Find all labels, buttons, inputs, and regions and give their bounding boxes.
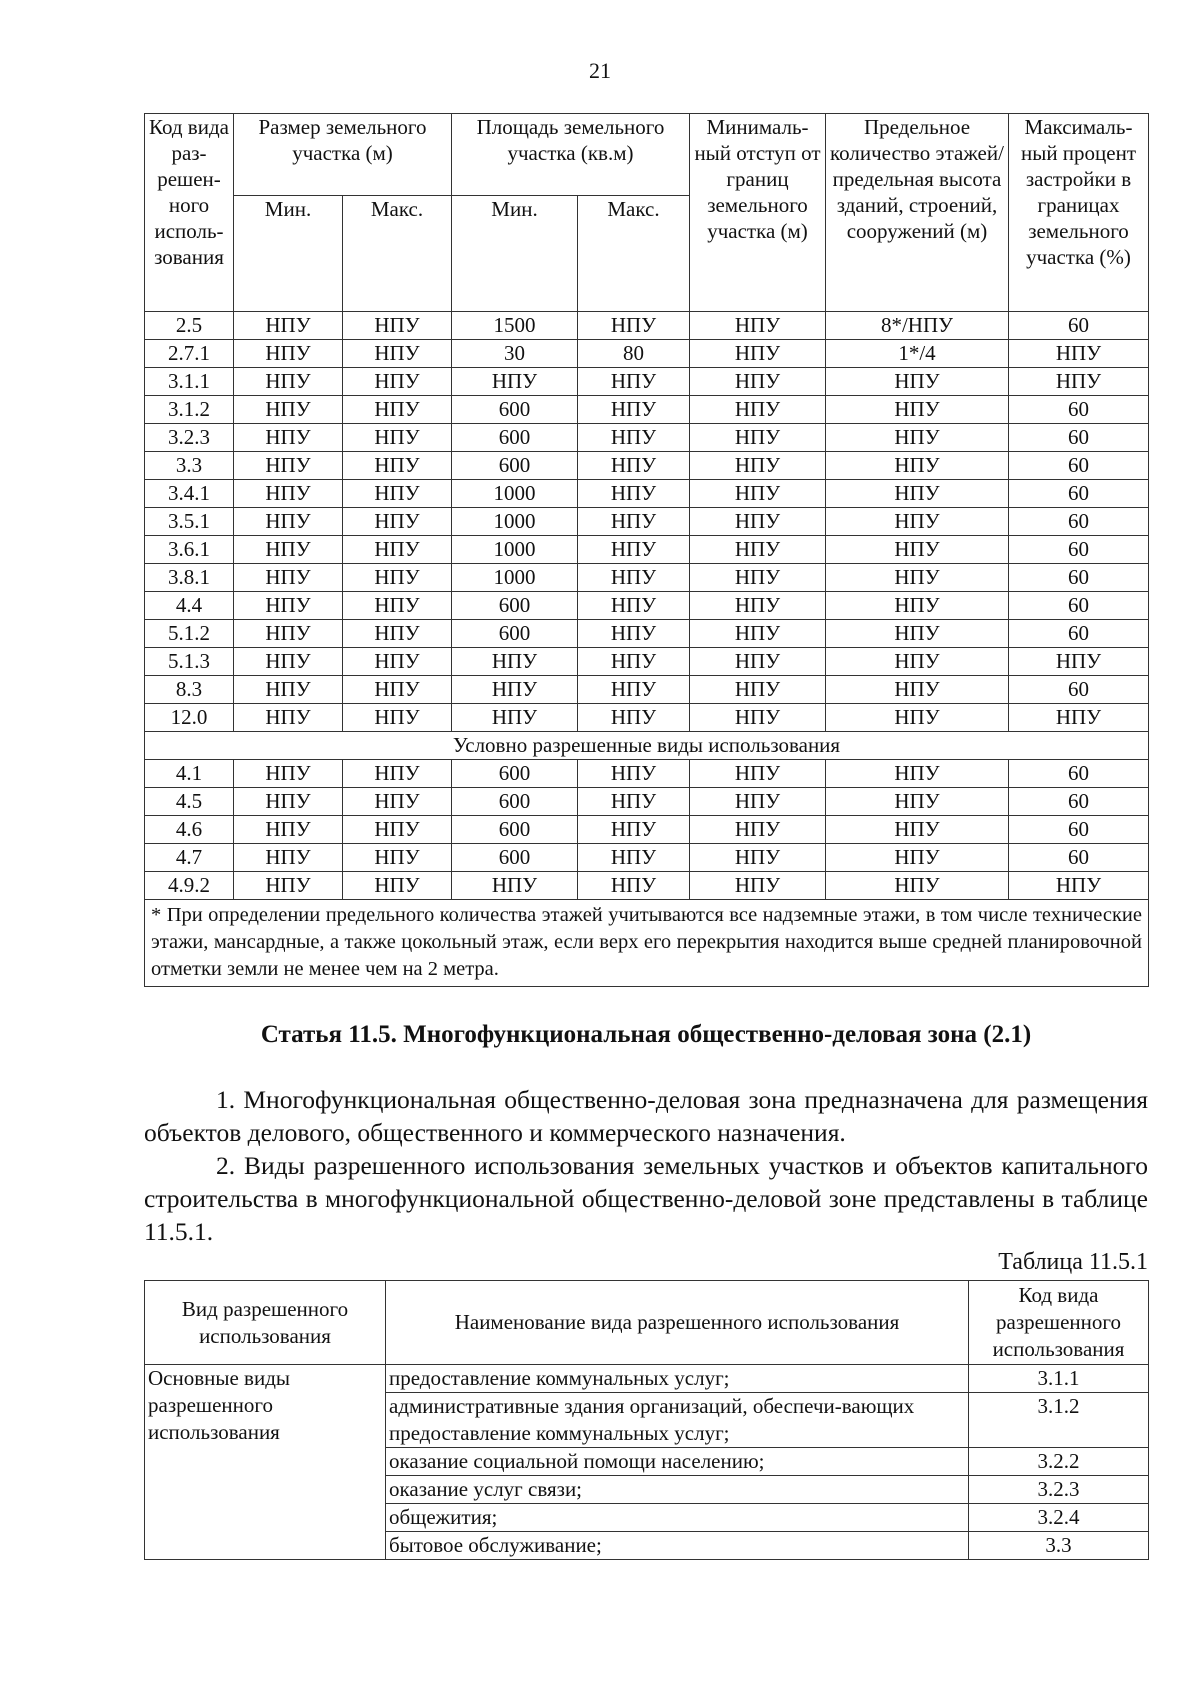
row-value-cell: НПУ: [343, 424, 452, 452]
row-code-cell: 5.1.3: [145, 648, 234, 676]
use-name: оказание социальной помощи населению;: [386, 1448, 969, 1476]
table-row: [145, 676, 1149, 704]
row-code-cell: 3.1.1: [145, 368, 234, 396]
table-row: [145, 368, 1149, 396]
use-name: оказание услуг связи;: [386, 1476, 969, 1504]
use-code: 3.1.2: [969, 1393, 1149, 1448]
row-value-cell: 600: [452, 620, 578, 648]
row-value-cell: НПУ: [690, 816, 826, 844]
row-value-cell: НПУ: [343, 452, 452, 480]
row-value-cell: НПУ: [343, 676, 452, 704]
row-value-cell: 60: [1009, 452, 1149, 480]
header-use-name: Наименование вида разрешенного использования: [386, 1281, 969, 1365]
row-value-cell: НПУ: [343, 340, 452, 368]
table-row: [145, 536, 1149, 564]
row-value-cell: НПУ: [343, 312, 452, 340]
row-value-cell: НПУ: [234, 564, 343, 592]
header-area-max: Макс.: [578, 196, 690, 312]
row-value-cell: НПУ: [826, 816, 1009, 844]
row-value-cell: 60: [1009, 396, 1149, 424]
row-value-cell: НПУ: [826, 368, 1009, 396]
table-row: [145, 480, 1149, 508]
row-value-cell: НПУ: [343, 760, 452, 788]
row-value-cell: НПУ: [578, 564, 690, 592]
row-value-cell: НПУ: [343, 508, 452, 536]
header-code: Код вида раз-решен-ного исполь-зования: [145, 114, 234, 312]
row-value-cell: НПУ: [234, 788, 343, 816]
row-value-cell: 8*/НПУ: [826, 312, 1009, 340]
row-value-cell: 600: [452, 844, 578, 872]
row-value-cell: НПУ: [452, 704, 578, 732]
row-value-cell: НПУ: [826, 676, 1009, 704]
row-code-cell: 3.8.1: [145, 564, 234, 592]
row-value-cell: 60: [1009, 844, 1149, 872]
table-row: [145, 396, 1149, 424]
article-title: Статья 11.5. Многофункциональная общественно-деловая зона (2.1): [260, 1021, 1032, 1048]
use-code: 3.2.4: [969, 1504, 1149, 1532]
table-row: [145, 592, 1149, 620]
row-value-cell: НПУ: [234, 592, 343, 620]
header-size: Размер земельного участка (м): [234, 114, 452, 196]
row-value-cell: 60: [1009, 508, 1149, 536]
row-value-cell: НПУ: [826, 396, 1009, 424]
row-value-cell: НПУ: [234, 676, 343, 704]
row-value-cell: НПУ: [234, 620, 343, 648]
table-footnote: * При определении предельного количества этажей учитываются все надземные этажи, в том числе технические этажи, мансардные, а также цокольный этаж, если верх его перекрытия находится выше средней планировочной отметки земли не менее чем на 2 метра.: [145, 900, 1149, 987]
main-rows: [145, 312, 1149, 732]
row-value-cell: НПУ: [578, 536, 690, 564]
row-value-cell: НПУ: [343, 620, 452, 648]
table-row: [145, 872, 1149, 900]
row-value-cell: НПУ: [452, 872, 578, 900]
row-value-cell: НПУ: [234, 704, 343, 732]
table-row: [145, 340, 1149, 368]
row-value-cell: НПУ: [826, 844, 1009, 872]
use-code: 3.2.2: [969, 1448, 1149, 1476]
row-value-cell: НПУ: [234, 424, 343, 452]
row-value-cell: 60: [1009, 424, 1149, 452]
row-value-cell: 60: [1009, 312, 1149, 340]
row-value-cell: 600: [452, 592, 578, 620]
row-value-cell: НПУ: [343, 396, 452, 424]
paragraph-1: 1. Многофункциональная общественно-деловая зона предназначена для размещения объектов делового, общественного и коммерческого назначения.: [144, 1085, 1148, 1147]
row-code-cell: 5.1.2: [145, 620, 234, 648]
row-value-cell: НПУ: [690, 760, 826, 788]
row-value-cell: 600: [452, 816, 578, 844]
row-value-cell: НПУ: [578, 704, 690, 732]
conditional-label: Условно разрешенные виды использования: [145, 732, 1149, 760]
row-value-cell: НПУ: [578, 508, 690, 536]
row-value-cell: НПУ: [578, 648, 690, 676]
row-value-cell: НПУ: [578, 396, 690, 424]
header-use-code: Код вида разрешенного использования: [969, 1281, 1149, 1365]
row-value-cell: НПУ: [343, 592, 452, 620]
row-value-cell: НПУ: [578, 368, 690, 396]
row-value-cell: 1*/4: [826, 340, 1009, 368]
row-value-cell: 60: [1009, 788, 1149, 816]
table-row: [145, 816, 1149, 844]
row-value-cell: НПУ: [578, 788, 690, 816]
row-value-cell: НПУ: [690, 788, 826, 816]
row-value-cell: НПУ: [690, 704, 826, 732]
row-value-cell: НПУ: [234, 508, 343, 536]
row-value-cell: НПУ: [343, 368, 452, 396]
row-value-cell: НПУ: [343, 872, 452, 900]
row-value-cell: НПУ: [1009, 704, 1149, 732]
table-row: [145, 648, 1149, 676]
header-coverage: Максималь-ный процент застройки в границах земельного участка (%): [1009, 114, 1149, 312]
row-value-cell: НПУ: [826, 592, 1009, 620]
row-value-cell: 60: [1009, 816, 1149, 844]
row-value-cell: НПУ: [1009, 340, 1149, 368]
row-value-cell: 60: [1009, 536, 1149, 564]
row-value-cell: НПУ: [826, 564, 1009, 592]
row-value-cell: НПУ: [826, 480, 1009, 508]
row-value-cell: 600: [452, 452, 578, 480]
row-code-cell: 3.4.1: [145, 480, 234, 508]
row-value-cell: НПУ: [690, 424, 826, 452]
row-value-cell: НПУ: [1009, 872, 1149, 900]
row-value-cell: НПУ: [826, 452, 1009, 480]
row-value-cell: НПУ: [826, 424, 1009, 452]
row-value-cell: НПУ: [826, 508, 1009, 536]
paragraph-2: 2. Виды разрешенного использования земельных участков и объектов капитального строительства в многофункциональной общественно-деловой зоне представлены в таблице 11.5.1.: [144, 1151, 1148, 1246]
row-value-cell: НПУ: [1009, 648, 1149, 676]
row-code-cell: 4.9.2: [145, 872, 234, 900]
row-value-cell: НПУ: [578, 452, 690, 480]
row-value-cell: НПУ: [690, 592, 826, 620]
row-value-cell: НПУ: [452, 368, 578, 396]
row-value-cell: НПУ: [234, 312, 343, 340]
row-value-cell: НПУ: [578, 480, 690, 508]
row-value-cell: НПУ: [578, 844, 690, 872]
row-value-cell: НПУ: [343, 480, 452, 508]
header-setback: Минималь-ный отступ от границ земельного участка (м): [690, 114, 826, 312]
row-value-cell: НПУ: [826, 536, 1009, 564]
table-row: [145, 788, 1149, 816]
conditional-rows: [145, 760, 1149, 900]
use-category: Основные виды разрешенного использования: [145, 1365, 386, 1560]
row-value-cell: НПУ: [234, 396, 343, 424]
table-header: [145, 114, 1149, 312]
row-value-cell: НПУ: [343, 788, 452, 816]
row-value-cell: НПУ: [578, 592, 690, 620]
row-value-cell: НПУ: [234, 368, 343, 396]
row-value-cell: 600: [452, 760, 578, 788]
row-value-cell: НПУ: [234, 480, 343, 508]
header-floors: Предельное количество этажей/ предельная высота зданий, строений, сооружений (м): [826, 114, 1009, 312]
row-value-cell: НПУ: [234, 536, 343, 564]
use-code: 3.1.1: [969, 1365, 1149, 1393]
row-value-cell: НПУ: [578, 816, 690, 844]
row-value-cell: 600: [452, 396, 578, 424]
row-value-cell: НПУ: [826, 620, 1009, 648]
use-rows: [145, 1365, 1149, 1560]
permitted-use-table: [144, 1280, 1149, 1560]
row-value-cell: НПУ: [234, 844, 343, 872]
page-number: 21: [589, 58, 611, 83]
row-value-cell: НПУ: [343, 816, 452, 844]
row-value-cell: НПУ: [343, 704, 452, 732]
row-value-cell: НПУ: [343, 844, 452, 872]
table-caption: Таблица 11.5.1: [998, 1249, 1148, 1275]
table-row: [145, 760, 1149, 788]
land-parameters-table: [144, 113, 1149, 987]
use-name: административные здания организаций, обеспечи-вающих предоставление коммунальных услуг;: [386, 1393, 969, 1448]
row-value-cell: НПУ: [690, 620, 826, 648]
row-value-cell: НПУ: [234, 648, 343, 676]
row-value-cell: 60: [1009, 592, 1149, 620]
row-value-cell: НПУ: [452, 676, 578, 704]
table-row: [145, 1365, 1149, 1393]
row-value-cell: НПУ: [690, 480, 826, 508]
row-value-cell: НПУ: [234, 816, 343, 844]
header-use-type: Вид разрешенного использования: [145, 1281, 386, 1365]
row-value-cell: НПУ: [690, 676, 826, 704]
row-value-cell: 30: [452, 340, 578, 368]
row-value-cell: НПУ: [343, 648, 452, 676]
row-code-cell: 3.1.2: [145, 396, 234, 424]
row-code-cell: 2.7.1: [145, 340, 234, 368]
row-code-cell: 12.0: [145, 704, 234, 732]
row-value-cell: НПУ: [690, 312, 826, 340]
row-code-cell: 4.6: [145, 816, 234, 844]
use-code: 3.3: [969, 1532, 1149, 1560]
row-value-cell: 1000: [452, 508, 578, 536]
row-value-cell: НПУ: [343, 536, 452, 564]
row-code-cell: 2.5: [145, 312, 234, 340]
row-value-cell: НПУ: [690, 340, 826, 368]
row-value-cell: НПУ: [234, 340, 343, 368]
row-code-cell: 3.2.3: [145, 424, 234, 452]
row-code-cell: 4.5: [145, 788, 234, 816]
row-value-cell: НПУ: [578, 312, 690, 340]
header-size-min: Мин.: [234, 196, 343, 312]
table-row: [145, 844, 1149, 872]
row-value-cell: НПУ: [826, 760, 1009, 788]
row-code-cell: 4.4: [145, 592, 234, 620]
row-value-cell: НПУ: [578, 424, 690, 452]
conditional-section: [145, 732, 1149, 760]
row-value-cell: 600: [452, 788, 578, 816]
row-value-cell: 1500: [452, 312, 578, 340]
row-value-cell: НПУ: [690, 844, 826, 872]
row-value-cell: НПУ: [690, 536, 826, 564]
row-value-cell: НПУ: [826, 788, 1009, 816]
table-row: [145, 452, 1149, 480]
row-code-cell: 4.1: [145, 760, 234, 788]
row-value-cell: 1000: [452, 480, 578, 508]
row-value-cell: НПУ: [578, 760, 690, 788]
table-row: [145, 704, 1149, 732]
row-value-cell: 80: [578, 340, 690, 368]
row-value-cell: НПУ: [826, 872, 1009, 900]
table-row: [145, 312, 1149, 340]
table-row: [145, 564, 1149, 592]
row-value-cell: НПУ: [234, 452, 343, 480]
row-value-cell: НПУ: [690, 508, 826, 536]
header-size-max: Макс.: [343, 196, 452, 312]
row-value-cell: НПУ: [690, 368, 826, 396]
row-value-cell: 60: [1009, 676, 1149, 704]
row-value-cell: НПУ: [690, 452, 826, 480]
row-value-cell: НПУ: [234, 872, 343, 900]
row-value-cell: 60: [1009, 760, 1149, 788]
row-value-cell: 60: [1009, 620, 1149, 648]
table-row: [145, 620, 1149, 648]
use-name: общежития;: [386, 1504, 969, 1532]
row-value-cell: 1000: [452, 564, 578, 592]
header-area-min: Мин.: [452, 196, 578, 312]
row-value-cell: НПУ: [826, 704, 1009, 732]
row-value-cell: НПУ: [578, 872, 690, 900]
row-code-cell: 3.3: [145, 452, 234, 480]
row-code-cell: 8.3: [145, 676, 234, 704]
row-value-cell: НПУ: [690, 648, 826, 676]
row-code-cell: 3.5.1: [145, 508, 234, 536]
row-value-cell: НПУ: [826, 648, 1009, 676]
row-value-cell: НПУ: [1009, 368, 1149, 396]
row-value-cell: 60: [1009, 564, 1149, 592]
row-code-cell: 4.7: [145, 844, 234, 872]
row-value-cell: НПУ: [690, 872, 826, 900]
row-value-cell: НПУ: [452, 648, 578, 676]
use-name: бытовое обслуживание;: [386, 1532, 969, 1560]
table-row: [145, 508, 1149, 536]
table-row: [145, 424, 1149, 452]
row-value-cell: НПУ: [578, 620, 690, 648]
row-value-cell: НПУ: [690, 564, 826, 592]
row-value-cell: 1000: [452, 536, 578, 564]
use-code: 3.2.3: [969, 1476, 1149, 1504]
row-value-cell: НПУ: [690, 396, 826, 424]
row-value-cell: 60: [1009, 480, 1149, 508]
row-value-cell: 600: [452, 424, 578, 452]
row-code-cell: 3.6.1: [145, 536, 234, 564]
row-value-cell: НПУ: [234, 760, 343, 788]
header-area: Площадь земельного участка (кв.м): [452, 114, 690, 196]
row-value-cell: НПУ: [578, 676, 690, 704]
use-name: предоставление коммунальных услуг;: [386, 1365, 969, 1393]
row-value-cell: НПУ: [343, 564, 452, 592]
